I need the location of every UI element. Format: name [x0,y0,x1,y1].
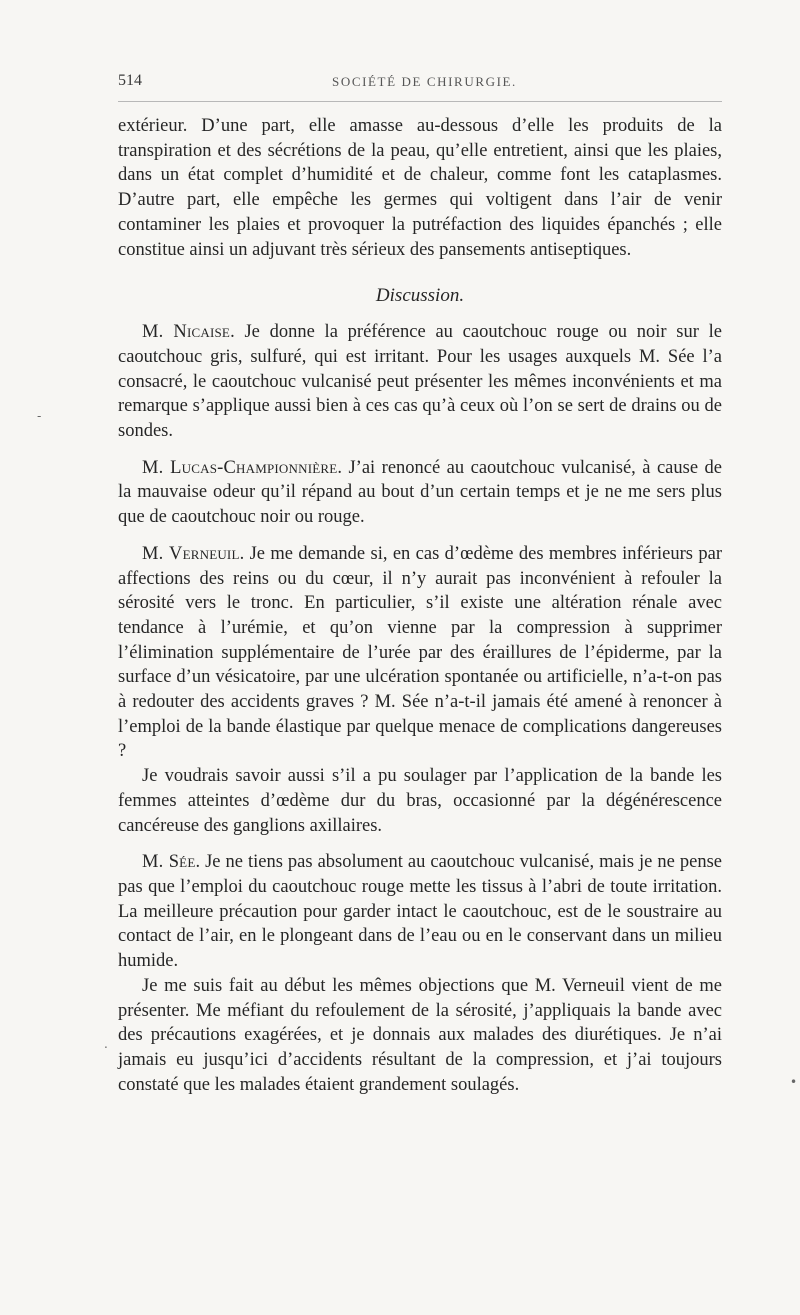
see-prefix: M. [142,852,169,873]
nicaise-speaker: Nicaise [173,322,231,343]
see-speaker: Sée [168,852,196,873]
lucas-speaker: Lucas-Championnière [170,457,338,478]
verneuil-prefix: M. [142,543,170,564]
header-rule [118,101,722,102]
page-body [118,114,722,1097]
lucas-text: . J’ai renoncé au caoutchouc vulcanisé, à cause de la mauvaise odeur qu’il répand au bout d’un certain temps et je ne me sers plus que de caoutchouc noir ou rouge. [118,457,722,528]
lucas-remark [118,456,722,530]
opening-paragraph: extérieur. D’une part, elle amasse au-dessous d’elle les produits de la transpiration et des sécrétions de la peau, qu’elle entretient, ainsi que les plaies, dans un état complet d’humidité et de chaleur, comme font les cataplasmes. D’autre part, elle empêche les germes qui voltigent dans l’air de venir contaminer les plaies et provoquer la putréfaction des liquides épanchés ; elle constitue ainsi un adjuvant très sérieux des pansements antiseptiques. [118,116,722,260]
verneuil-speaker: Verneuil [169,543,240,564]
nicaise-prefix: M. [142,322,174,343]
see-remark [118,850,722,974]
nicaise-remark [118,320,722,444]
verneuil-remark [118,542,722,764]
page-header [118,66,722,96]
nicaise-text: . Je donne la préférence au caoutchouc rouge ou noir sur le caoutchouc gris, sulfuré, qui est irritant. Pour les usages auxquels M. Sée l’a consacré, le caoutchouc vulcanisé peut présenter les mêmes inconvénients et ma remarque s’applique aussi bien à ces cas qu’à ceux où l’on se sert de drains ou de sondes. [118,322,722,442]
see-continuation: Je me suis fait au début les mêmes objections que M. Verneuil vient de me présenter. Me méfiant du refoulement de la sérosité, j’appliquais la bande avec des précautions exagérées, et je donnais aux malades des diurétiques. Je n’ai jamais eu jusqu’ici d’accidents résultant de la compression, et j’ai toujours constaté que les malades étaient grandement soulagés. [118,975,722,1095]
running-title: SOCIÉTÉ DE CHIRURGIE. [332,74,517,89]
see-text: . Je ne tiens pas absolument au caoutchouc vulcanisé, mais je ne pense pas que l’emploi du caoutchouc rouge mette les tissus à l’abri de toute irritation. La meilleure précaution pour garder intact le caoutchouc, est de le soustraire au contact de l’air, en le plongeant dans de l’eau ou en le conservant dans un milieu humide. [118,852,722,972]
lucas-prefix: M. [142,457,171,478]
verneuil-text: . Je me demande si, en cas d’œdème des membres inférieurs par affections des reins ou du cœur, il n’y aurait pas inconvénient à refouler la sérosité vers le tronc. En particulier, s’il existe une altération rénale avec tendance à l’urémie, et qu’on vienne par la compression à supprimer l’élimination supplémentaire de l’urée par des éraillures de l’épiderme, par la surface d’un vésicatoire, par une ulcération spontanée ou artificielle, n’a-t-on pas à redouter des accidents graves ? M. Sée n’a-t-il jamais été amené à renoncer à l’emploi de la bande élastique par quelque menace de complications dangereuses ? [118,543,722,762]
margin-dash: - [37,409,42,423]
section-title: Discussion. [375,285,465,307]
page-number: 514 [118,72,142,89]
verneuil-continuation: Je voudrais savoir aussi s’il a pu soulager par l’application de la bande les femmes atteintes d’œdème dur du bras, occasionné par la dégénérescence cancéreuse des ganglions axillaires. [118,766,722,836]
margin-mark: • [790,1075,798,1089]
margin-dot: . [104,1037,108,1051]
